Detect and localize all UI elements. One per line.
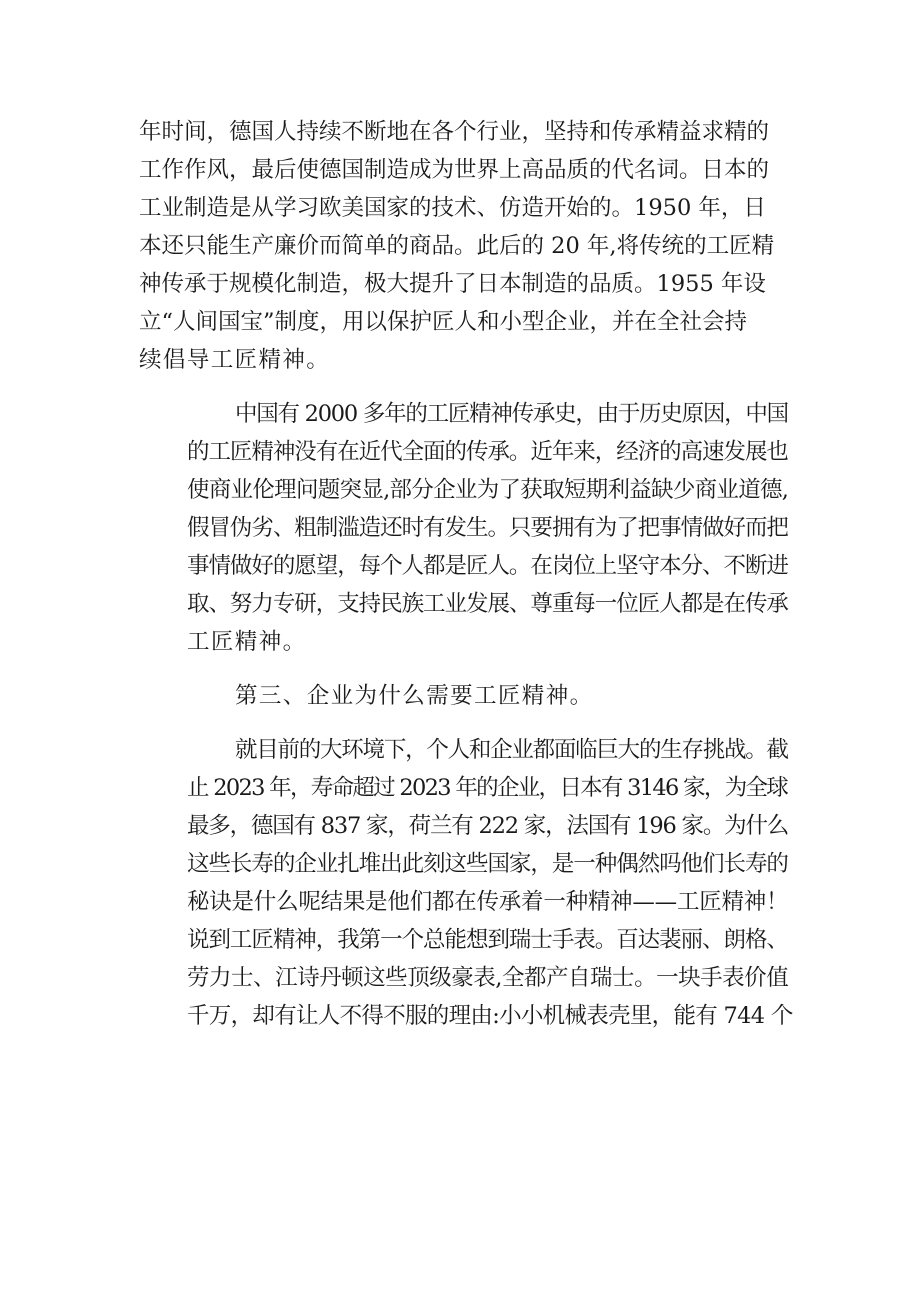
document-body bbox=[139, 113, 793, 1035]
text-line: 工匠精神。 bbox=[187, 629, 307, 655]
text-line: 的工匠精神没有在近代全面的传承。近年来，经济的高速发展也 bbox=[187, 439, 788, 465]
text-line: 最多，德国有 837 家，荷兰有 222 家，法国有 196 家。为什么 bbox=[187, 813, 789, 839]
text-line: 假冒伪劣、粗制滥造还时有发生。只要拥有为了把事情做好而把 bbox=[187, 515, 788, 541]
text-line: 使商业伦理问题突显,部分企业为了获取短期利益缺少商业道德, bbox=[187, 477, 789, 503]
text-line: 中国有 2000 多年的工匠精神传承史，由于历史原因，中国 bbox=[235, 401, 788, 427]
text-line: 续倡导工匠精神。 bbox=[139, 347, 331, 373]
text-line: 劳力士、江诗丹顿这些顶级豪表,全都产自瑞士。一块手表价值 bbox=[187, 965, 789, 991]
paragraph-enterprise bbox=[139, 731, 793, 1035]
text-line: 就目前的大环境下，个人和企业都面临巨大的生存挑战。截 bbox=[235, 737, 788, 763]
text-line: 说到工匠精神，我第一个总能想到瑞士手表。百达裴丽、朗格、 bbox=[187, 927, 788, 953]
text-line: 年时间，德国人持续不断地在各个行业，坚持和传承精益求精的 bbox=[139, 119, 770, 145]
section-heading-third bbox=[139, 677, 789, 715]
text-line: 千万，却有让人不得不服的理由:小小机械表壳里，能有 744 个 bbox=[187, 1003, 793, 1029]
text-line: 取、努力专研，支持民族工业发展、尊重每一位匠人都是在传承 bbox=[187, 591, 788, 617]
text-line: 事情做好的愿望，每个人都是匠人。在岗位上坚守本分、不断进 bbox=[187, 553, 788, 579]
text-line: 止 2023 年，寿命超过 2023 年的企业，日本有 3146 家，为全球 bbox=[187, 775, 788, 801]
text-line: 秘诀是什么呢结果是他们都在传承着一种精神——工匠精神！ bbox=[187, 889, 789, 915]
paragraph-germany-japan bbox=[139, 113, 789, 379]
text-line: 立“人间国宝”制度，用以保护匠人和小型企业，并在全社会持 bbox=[139, 309, 748, 335]
paragraph-spacer bbox=[139, 715, 789, 731]
paragraph-china bbox=[139, 395, 789, 661]
text-line: 这些长寿的企业扎堆出此刻这些国家，是一种偶然吗他们长寿的 bbox=[187, 851, 788, 877]
text-line: 第三、企业为什么需要工匠精神。 bbox=[235, 683, 594, 709]
text-line: 神传承于规模化制造，极大提升了日本制造的品质。1955 年设 bbox=[139, 271, 766, 297]
paragraph-spacer bbox=[139, 379, 789, 395]
text-line: 本还只能生产廉价而简单的商品。此后的 20 年,将传统的工匠精 bbox=[139, 233, 775, 259]
paragraph-spacer bbox=[139, 661, 789, 677]
text-line: 工业制造是从学习欧美国家的技术、仿造开始的。1950 年，日 bbox=[139, 195, 766, 221]
text-line: 工作作风，最后使德国制造成为世界上高品质的代名词。日本的 bbox=[139, 157, 770, 183]
